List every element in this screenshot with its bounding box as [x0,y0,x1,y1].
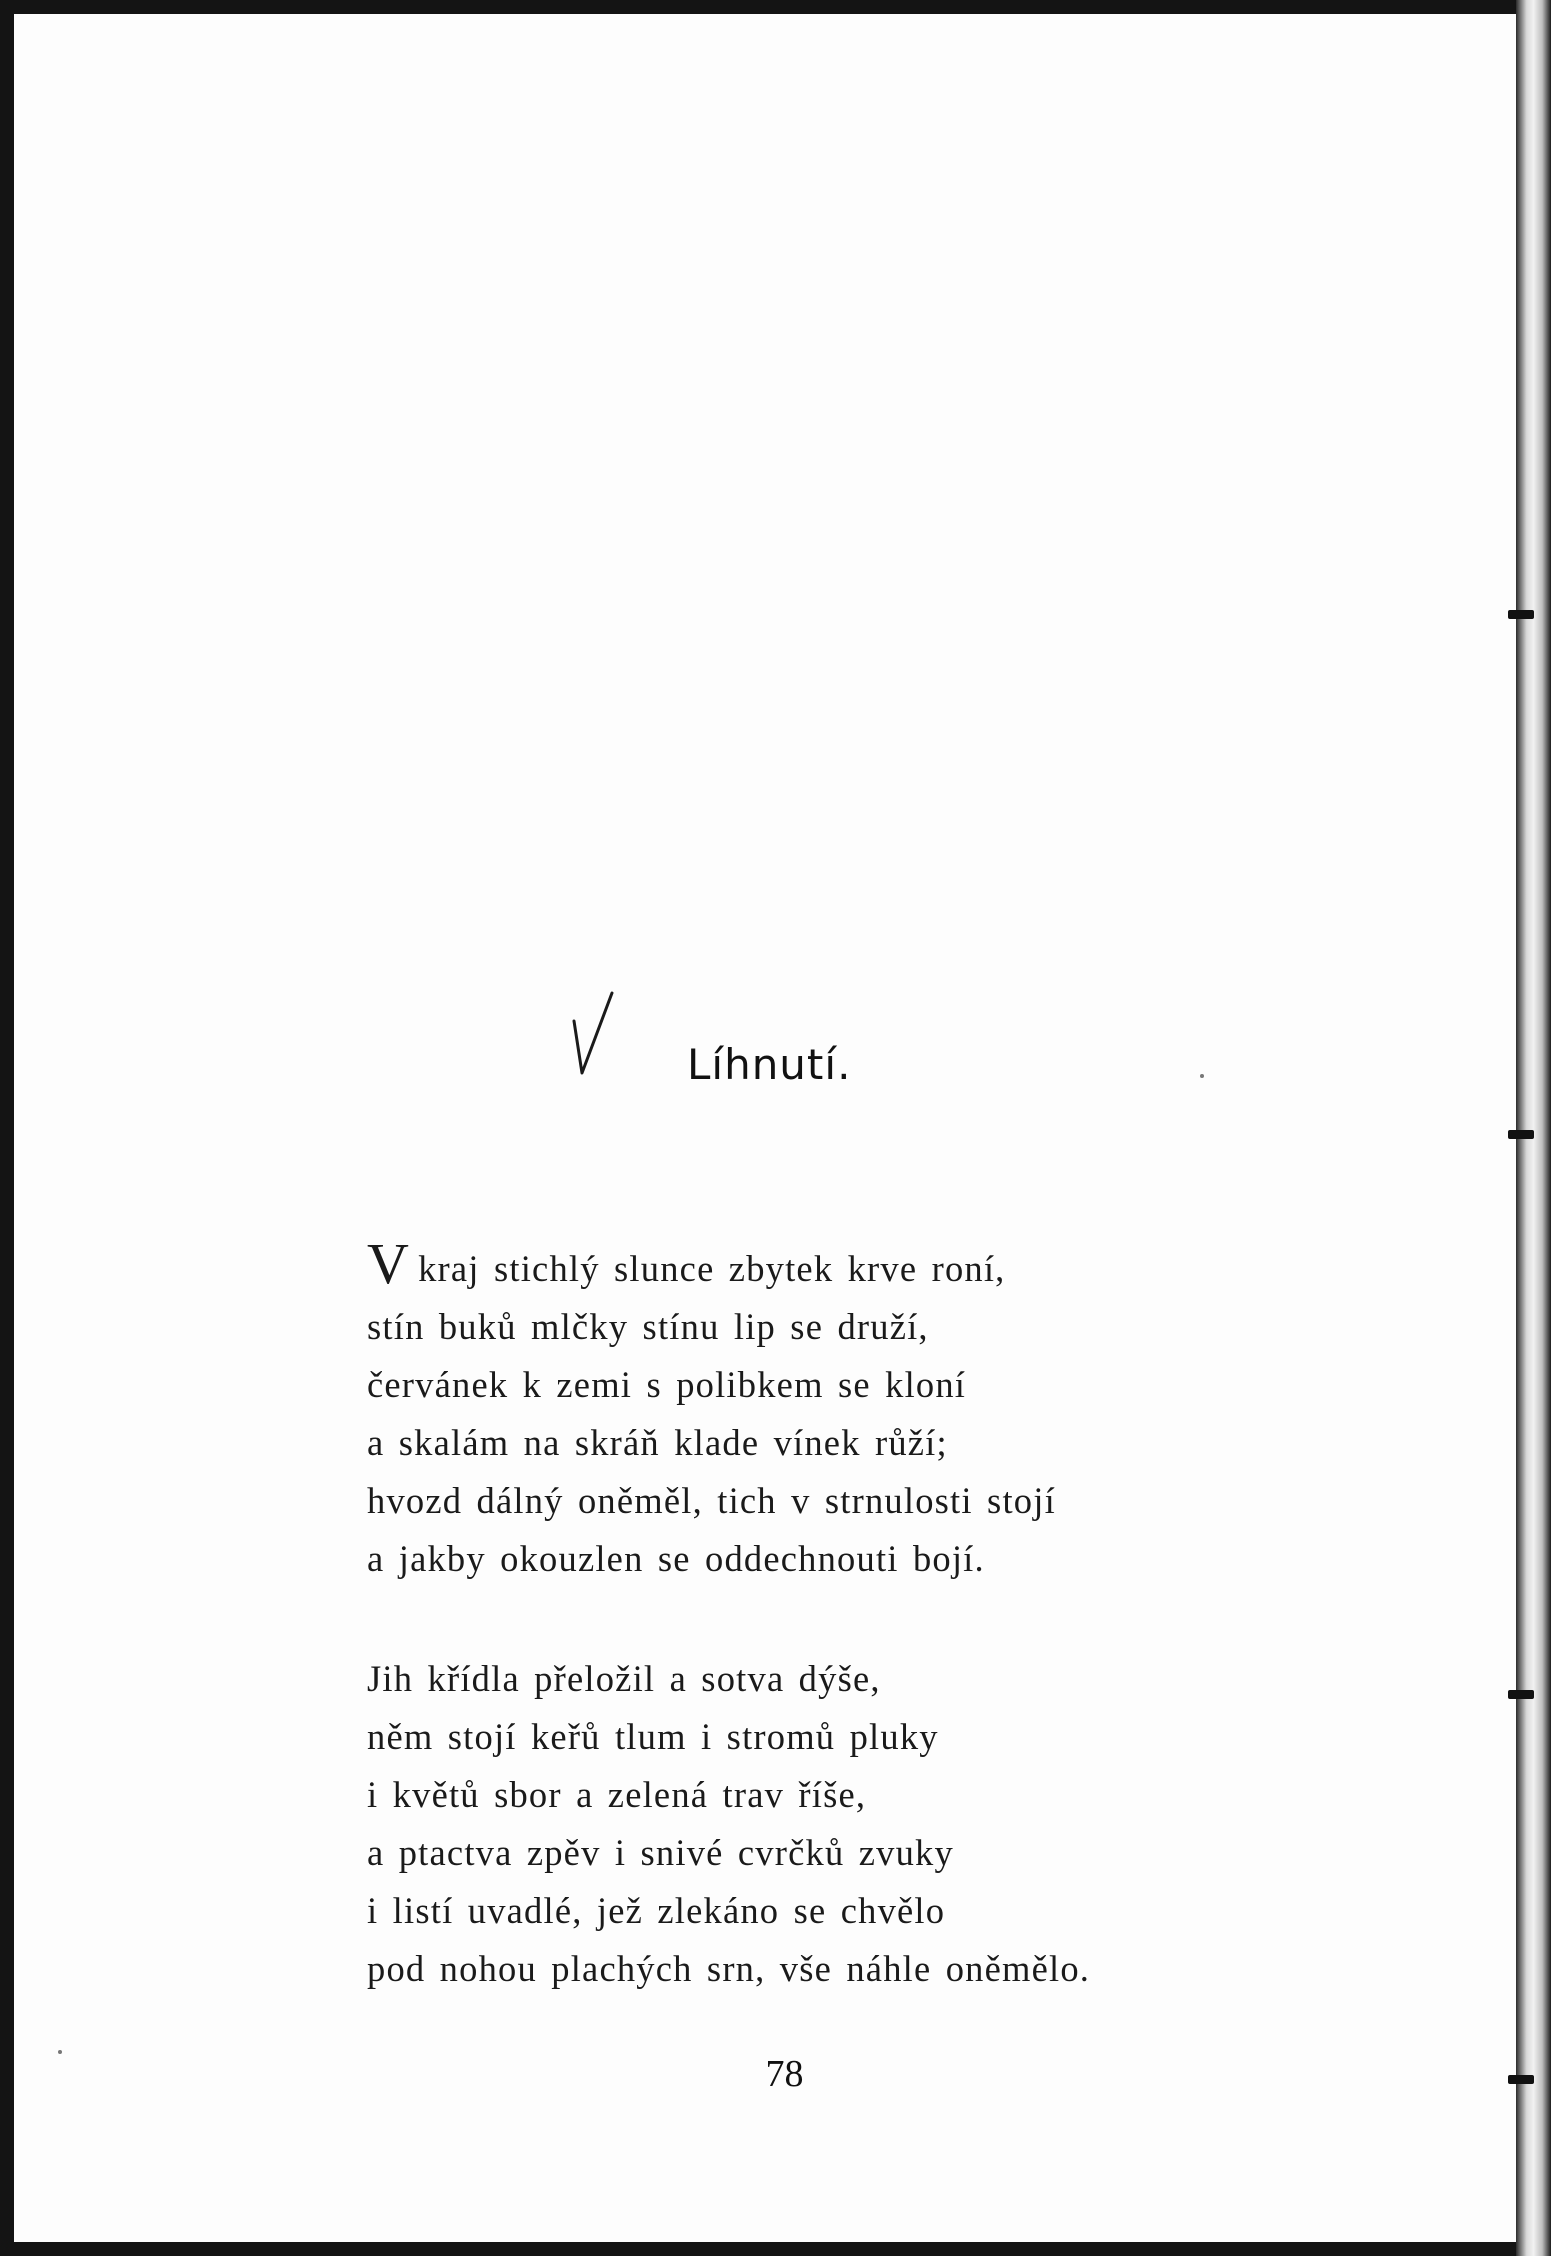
dust-speck [1200,1074,1204,1078]
poem-line: i květů sbor a zelená trav říše, [367,1774,867,1815]
page-edge-shadow [1516,0,1551,2256]
poem-title: Líhnutí. [687,1040,852,1089]
poem-line [367,1231,1056,1298]
poem-line: pod nohou plachých srn, vše náhle oněmělo. [367,1948,1091,1989]
drop-initial: V [367,1231,411,1296]
page-edge-mark [1508,610,1534,619]
page-edge-mark [1508,1130,1534,1139]
handwritten-check-mark [568,985,624,1081]
poem-line: červánek k zemi s polibkem se kloní [367,1364,967,1405]
poem-line: něm stojí keřů tlum i stromů pluky [367,1716,939,1757]
page-edge-mark [1508,1690,1534,1699]
stanza-1 [367,1231,1056,1588]
poem-line: a skalám na skráň klade vínek růží; [367,1422,948,1463]
page-number: 78 [765,2053,804,2095]
poem-line: a ptactva zpěv i snivé cvrčků zvuky [367,1832,954,1873]
poem-line: stín buků mlčky stínu lip se druží, [367,1306,929,1347]
poem-line-text: kraj stichlý slunce zbytek krve roní, [418,1248,1006,1289]
stanza-2 [367,1650,1090,1998]
poem-line: i listí uvadlé, jež zlekáno se chvělo [367,1890,946,1931]
poem-line: a jakby okouzlen se oddechnouti bojí. [367,1538,985,1579]
poem-line: hvozd dálný oněměl, tich v strnulosti stojí [367,1480,1056,1521]
dust-speck [58,2050,62,2054]
poem-line: Jih křídla přeložil a sotva dýše, [367,1658,881,1699]
